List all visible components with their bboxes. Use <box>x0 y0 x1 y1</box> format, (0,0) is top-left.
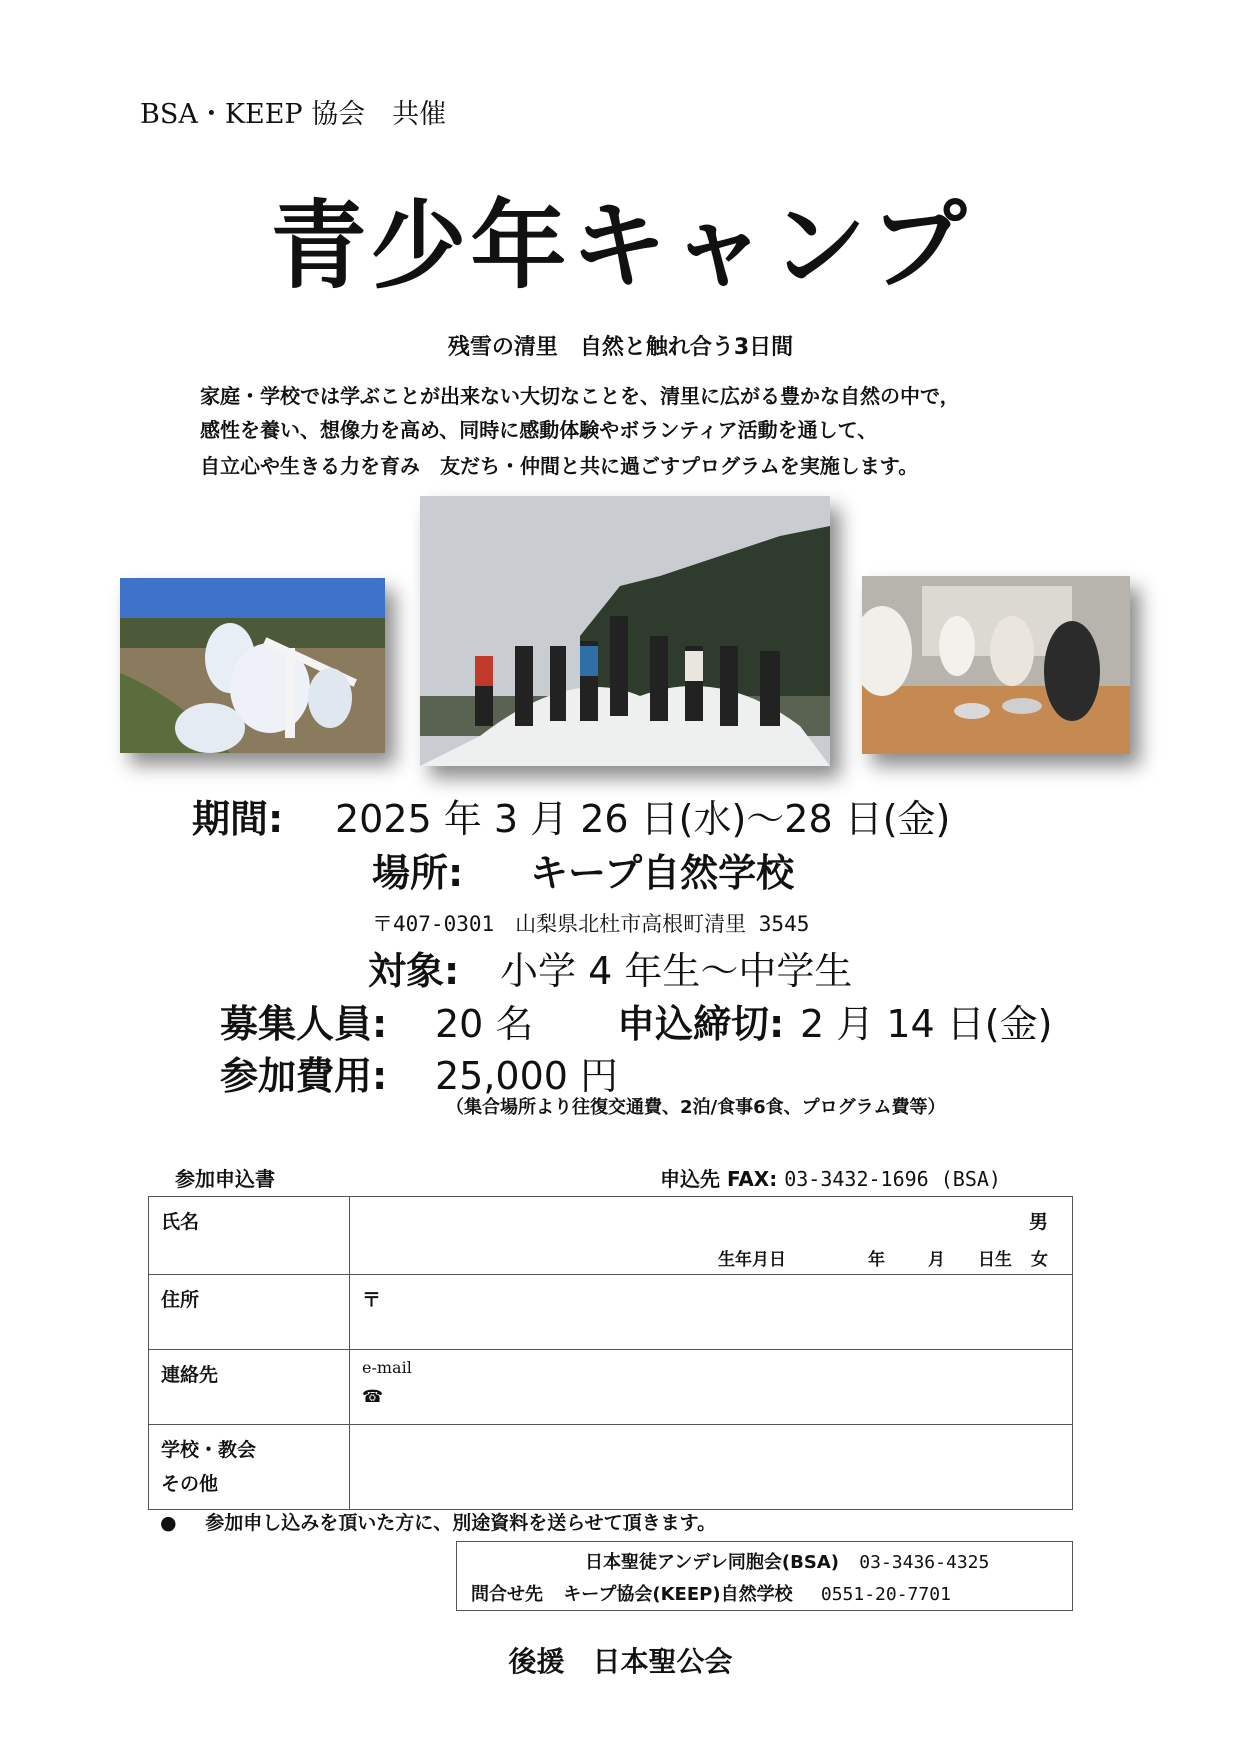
fee-note: （集合場所より往復交通費、2泊/食事6食、プログラム費等） <box>446 1097 946 1118</box>
place-value: キープ自然学校 <box>530 851 795 895</box>
note-text: 参加申し込みを頂いた方に、別途資料を送らせて頂きます。 <box>205 1512 717 1534</box>
photo-cooking <box>862 576 1130 754</box>
school-label-2: その他 <box>161 1473 219 1495</box>
bullet-icon: ● <box>160 1512 177 1534</box>
fee-label: 参加費用: <box>220 1054 388 1098</box>
contact-input-cell[interactable] <box>350 1350 1073 1425</box>
capacity-value: 20 名 <box>435 1002 534 1046</box>
postal-mark: 〒 <box>362 1289 382 1311</box>
inquiry-org-2: キープ協会(KEEP)自然学校 <box>563 1584 793 1605</box>
intro-line-1: 家庭・学校では学ぶことが出来ない大切なことを、清里に広がる豊かな自然の中で， <box>200 384 960 408</box>
gender-female[interactable]: 女 <box>1031 1250 1048 1270</box>
target-value: 小学 4 年生～中学生 <box>500 949 853 993</box>
birth-day-label: 日生 <box>978 1250 1012 1270</box>
inquiry-tel-1: 03-3436-4325 <box>859 1552 990 1573</box>
birth-year-label: 年 <box>868 1250 885 1270</box>
school-label-1: 学校・教会 <box>161 1439 257 1461</box>
name-input-cell[interactable] <box>350 1197 1073 1275</box>
intro-line-2: 感性を養い、想像力を高め、同時に感動体験やボランティア活動を通して、 <box>200 418 878 442</box>
capacity-label: 募集人員: <box>220 1002 388 1046</box>
inquiry-org-1: 日本聖徒アンデレ同胞会(BSA) <box>585 1552 839 1573</box>
inquiry-tel-2: 0551-20-7701 <box>820 1584 951 1605</box>
school-input-cell[interactable] <box>350 1425 1073 1510</box>
period-label: 期間: <box>192 797 284 841</box>
deadline-value: 2 月 14 日(金) <box>800 1002 1053 1046</box>
page-title: 青少年キャンプ <box>270 190 971 302</box>
photo-group-snow <box>420 496 830 766</box>
phone-icon: ☎ <box>362 1387 384 1407</box>
school-label-cell <box>149 1425 350 1510</box>
photo-volunteer-work <box>120 578 385 753</box>
place-label: 場所: <box>372 851 464 895</box>
intro-line-3: 自立心や生きる力を育み 友だち・仲間と共に過ごすプログラムを実施します。 <box>200 454 919 478</box>
period-value: 2025 年 3 月 26 日(水)～28 日(金) <box>335 797 951 841</box>
contact-label: 連絡先 <box>161 1364 219 1386</box>
address-input-cell[interactable] <box>350 1275 1073 1350</box>
birth-month-label: 月 <box>928 1250 945 1270</box>
inquiry-label: 問合せ先 <box>471 1584 543 1605</box>
fax-number: 03-3432-1696 (BSA) <box>784 1167 1001 1191</box>
deadline-label: 申込締切: <box>617 1002 785 1046</box>
address-label-cell <box>149 1275 350 1350</box>
contact-label-cell <box>149 1350 350 1425</box>
target-label: 対象: <box>368 949 460 993</box>
gender-male[interactable]: 男 <box>1028 1211 1048 1233</box>
subtitle: 残雪の清里 自然と触れ合う3日間 <box>447 335 794 360</box>
address-label: 住所 <box>161 1289 200 1311</box>
name-label: 氏名 <box>161 1211 200 1233</box>
inquiry-box <box>456 1541 1073 1611</box>
note-line <box>160 1508 716 1535</box>
name-label-cell <box>149 1197 350 1275</box>
form-heading: 参加申込書 <box>175 1167 275 1191</box>
fax-line <box>660 1163 1001 1192</box>
cohost-line: BSA・KEEP 協会 共催 <box>140 99 447 130</box>
application-form <box>148 1196 1073 1510</box>
email-label: e-mail <box>362 1358 412 1377</box>
address-line: 〒407-0301 山梨県北杜市高根町清里 3545 <box>372 912 810 936</box>
fax-label: 申込先 FAX: <box>660 1167 778 1191</box>
fee-value: 25,000 円 <box>435 1054 619 1098</box>
birthdate-label: 生年月日 <box>718 1250 786 1270</box>
support-line: 後援 日本聖公会 <box>508 1645 733 1678</box>
